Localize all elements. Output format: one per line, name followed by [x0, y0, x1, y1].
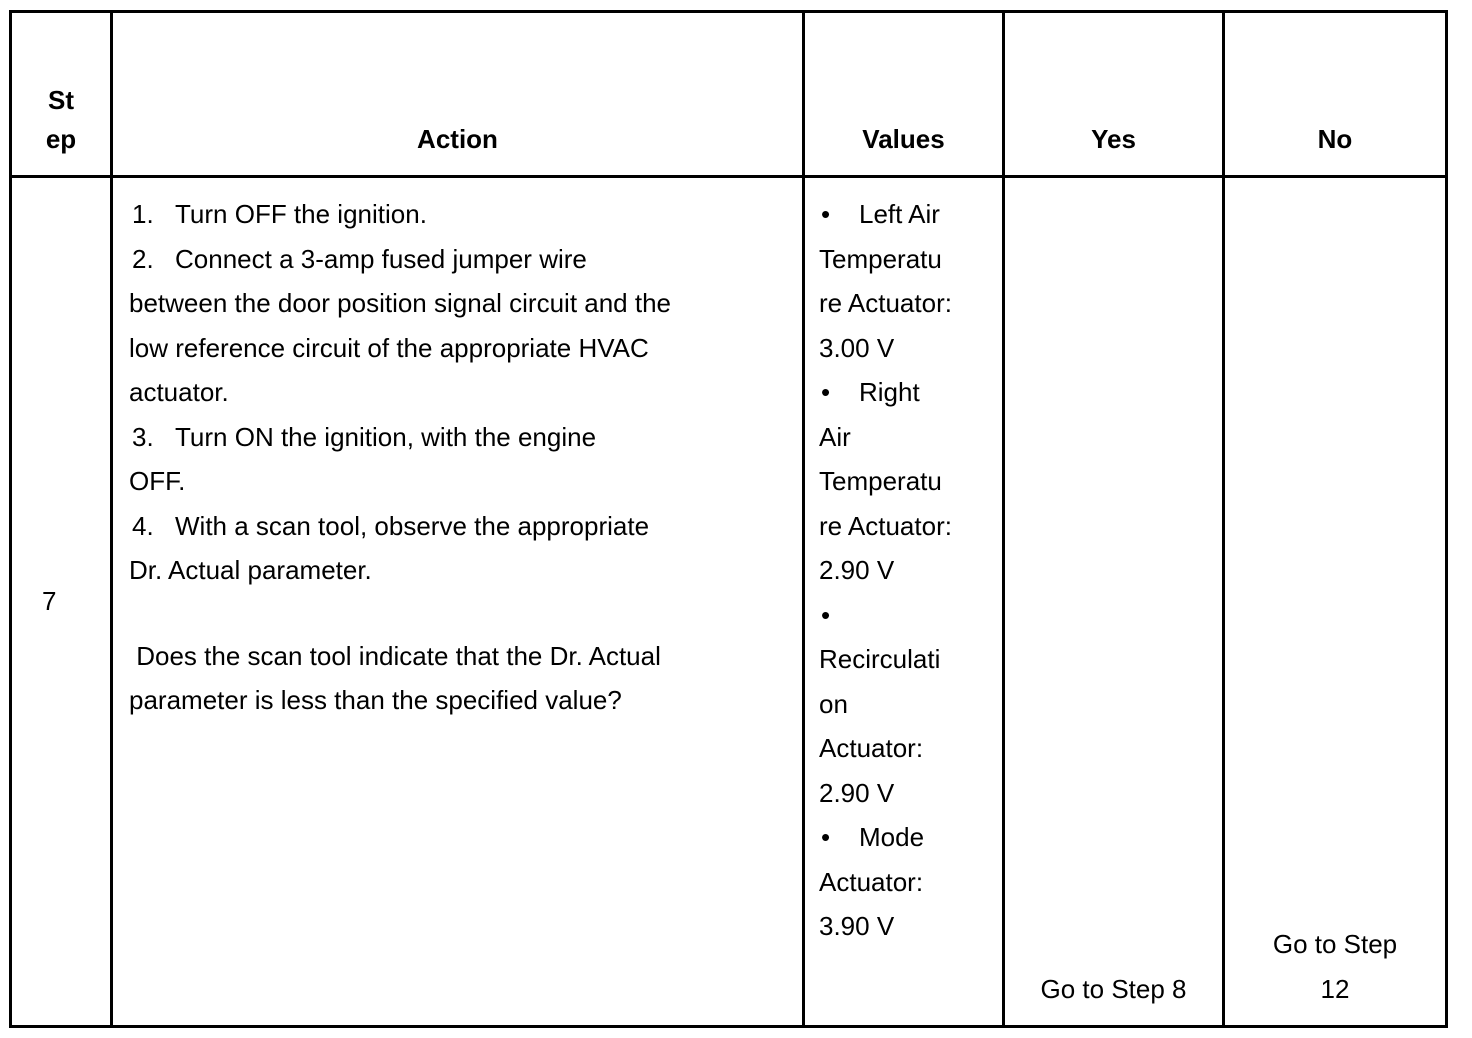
value-line	[819, 326, 994, 371]
paragraph-gap	[129, 593, 782, 634]
question	[129, 634, 782, 723]
header-step-line2: ep	[45, 124, 77, 154]
value-line	[819, 593, 994, 638]
action-line	[129, 326, 782, 371]
header-yes: Yes	[1004, 12, 1224, 177]
value-text: Temperatu	[819, 466, 942, 496]
value-line	[819, 370, 994, 415]
value-line	[819, 682, 994, 727]
value-text: 3.90 V	[819, 911, 895, 941]
value-line	[819, 415, 994, 460]
value-line	[819, 281, 994, 326]
header-step	[11, 12, 112, 177]
value-line	[819, 904, 994, 949]
action-text: actuator.	[129, 377, 229, 407]
values-list	[819, 192, 994, 949]
header-step-line1: St	[48, 85, 74, 115]
no-result-line1: Go to Step	[1272, 929, 1398, 959]
value-text: 2.90 V	[819, 555, 895, 585]
values-cell	[804, 177, 1004, 1027]
question-line: Does the scan tool indicate that the Dr. Actual	[129, 640, 661, 671]
value-line	[819, 726, 994, 771]
value-line	[819, 192, 994, 237]
step-item-number: 2.	[132, 243, 154, 274]
value-text: Recirculati	[819, 644, 941, 674]
value-text: re Actuator:	[819, 288, 952, 318]
value-line	[819, 637, 994, 682]
bullet-icon: •	[821, 377, 831, 407]
action-list	[129, 192, 782, 593]
value-line	[819, 548, 994, 593]
value-line	[819, 771, 994, 816]
action-text: Dr. Actual parameter.	[129, 555, 372, 585]
action-text: OFF.	[129, 466, 186, 496]
action-line	[129, 415, 782, 460]
no-result-line2: 12	[1320, 973, 1350, 1004]
value-text: Left Air	[859, 199, 940, 229]
action-text: low reference circuit of the appropriate HVAC	[129, 332, 649, 363]
value-line	[819, 237, 994, 282]
value-line	[819, 459, 994, 504]
value-text: Actuator:	[819, 866, 924, 897]
step-item-number: 1.	[132, 199, 154, 229]
yes-result: Go to Step 8	[1040, 973, 1187, 1004]
action-line	[129, 459, 782, 504]
question-line: parameter is less than the specified value?	[129, 685, 622, 715]
value-text: 2.90 V	[819, 777, 895, 808]
action-line	[129, 548, 782, 593]
action-text: Turn OFF the ignition.	[175, 199, 427, 229]
value-text: on	[819, 688, 848, 719]
table	[9, 10, 1448, 1028]
step-item-number: 3.	[132, 421, 154, 452]
action-text: between the door position signal circuit and the	[129, 288, 672, 318]
bullet-icon: •	[821, 822, 831, 852]
action-line	[129, 192, 782, 237]
bullet-icon: •	[821, 599, 831, 630]
header-action: Action	[112, 12, 804, 177]
header-values: Values	[804, 12, 1004, 177]
action-text: Turn ON the ignition, with the engine	[175, 421, 597, 452]
value-text: Actuator:	[819, 733, 924, 763]
action-text: Connect a 3-amp fused jumper wire	[175, 243, 587, 274]
action-line	[129, 281, 782, 326]
action-text: With a scan tool, observe the appropriate	[175, 510, 650, 541]
action-line	[129, 370, 782, 415]
diagnostic-step-table	[9, 10, 1445, 1028]
step-item-number: 4.	[132, 510, 154, 541]
value-text: Right	[859, 377, 920, 407]
action-line	[129, 504, 782, 549]
value-text: Mode	[859, 822, 925, 852]
value-text: Temperatu	[819, 243, 942, 274]
value-line	[819, 504, 994, 549]
bullet-icon: •	[821, 199, 831, 229]
value-text: re Actuator:	[819, 510, 952, 541]
action-cell	[112, 177, 804, 1027]
table-row	[11, 177, 1447, 1027]
no-cell	[1224, 177, 1447, 1027]
action-line	[129, 237, 782, 282]
header-no: No	[1224, 12, 1447, 177]
value-text: Air	[819, 421, 851, 452]
yes-cell	[1004, 177, 1224, 1027]
value-line	[819, 815, 994, 860]
value-line	[819, 860, 994, 905]
value-text: 3.00 V	[819, 332, 895, 363]
header-row	[11, 12, 1447, 177]
step-number: 7	[11, 177, 112, 1027]
